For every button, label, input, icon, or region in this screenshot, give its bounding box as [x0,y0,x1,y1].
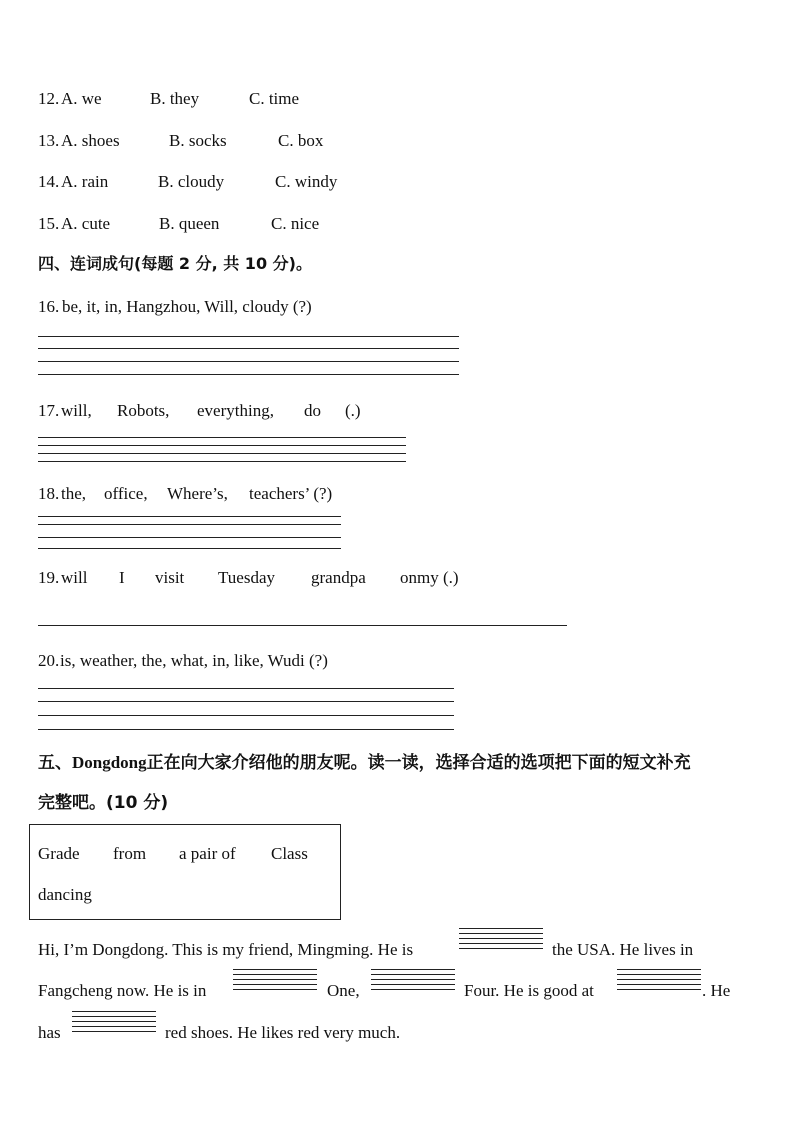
passage-text: One, [327,981,360,1000]
word-list: is, weather, the, what, in, like, Wudi (?) [60,651,328,670]
word: (.) [345,401,361,420]
passage-text: the USA. He lives in [552,940,694,959]
option-a: A. we [61,89,102,108]
fill-blank-1[interactable] [459,928,543,950]
word: I [119,568,125,587]
option-a: A. rain [61,172,109,191]
option-c: C. box [278,131,324,150]
option-c: C. time [249,89,300,108]
option-c: C. windy [275,172,338,191]
passage-text: Four. He is good at [464,981,594,1000]
word: everything, [197,401,274,420]
fill-blank-3[interactable] [371,969,455,991]
passage-text: . He [702,981,731,1000]
heading-text: 正在向大家介绍他的朋友呢。读一读，选择合适的选项把下面的短文补充 [146,753,691,773]
heading-prefix: 五、 [38,753,72,773]
word: grandpa [311,568,366,587]
word-bank-box [29,824,341,920]
section5-heading [38,754,691,772]
item-number: 14. [38,172,60,191]
fill-blank-5[interactable] [72,1011,156,1033]
passage-text: Fangcheng now. He is in [38,981,207,1000]
heading-name: Dongdong [72,753,147,772]
section5-heading-line2: 完整吧。(10 分) [38,793,169,813]
option-a: A. cute [61,214,111,233]
fill-blank-2[interactable] [233,969,317,991]
word: visit [155,568,185,587]
option-c: C. nice [271,214,320,233]
word: Where’s, [167,484,228,503]
option-a: A. shoes [61,131,120,150]
word: the, [61,484,87,503]
word-bank-item: Grade [38,844,80,863]
passage-text: has [38,1023,61,1042]
fill-blank-4[interactable] [617,969,701,991]
word: will, [61,401,92,420]
word-list: be, it, in, Hangzhou, Will, cloudy (?) [62,297,312,316]
section4-heading: 四、连词成句(每题 2 分, 共 10 分)。 [38,254,312,273]
item-number: 20. [38,651,60,670]
word-bank-item: Class [271,844,308,863]
item-number: 19. [38,568,60,587]
word: will [61,568,88,587]
item-number: 18. [38,484,60,503]
word-bank-item: from [113,844,147,863]
item-number: 17. [38,401,60,420]
option-b: B. cloudy [158,172,225,191]
item-number: 12. [38,89,60,108]
option-b: B. socks [169,131,227,150]
word-bank-item: a pair of [179,844,236,863]
item-number: 13. [38,131,60,150]
option-b: B. queen [159,214,220,233]
word: Tuesday [218,568,275,587]
option-b: B. they [150,89,200,108]
word: Robots, [117,401,170,420]
word: office, [104,484,148,503]
word: onmy (.) [400,568,459,587]
word-bank-item: dancing [38,885,92,904]
item-number: 16. [38,297,60,316]
passage-text: Hi, I’m Dongdong. This is my friend, Mingming. He is [38,940,414,959]
passage-text: red shoes. He likes red very much. [165,1023,401,1042]
word: do [304,401,321,420]
item-number: 15. [38,214,60,233]
word: teachers’ (?) [249,484,333,503]
